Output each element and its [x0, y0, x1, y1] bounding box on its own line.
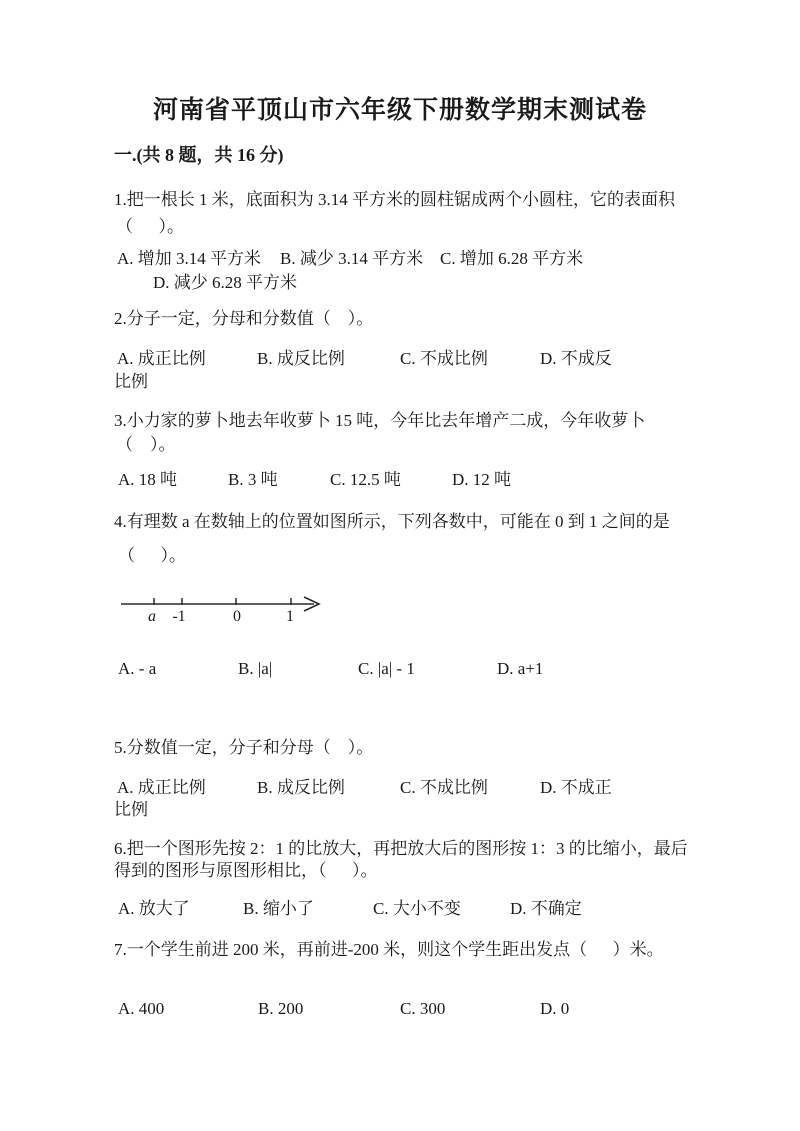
question-3-text-line-1: 3.小力家的萝卜地去年收萝卜 15 吨，今年比去年增产二成，今年收萝卜 — [114, 411, 646, 430]
question-1-text-line-1: 1.把一根长 1 米，底面积为 3.14 平方米的圆柱锯成两个小圆柱，它的表面积 — [114, 190, 675, 209]
question-2-option-c: C. 不成比例 — [400, 349, 488, 368]
question-5-option-d: D. 不成正 — [540, 778, 612, 797]
question-6-text-line-2: 得到的图形与原图形相比，（ ）。 — [114, 861, 378, 880]
question-5-option-c: C. 不成比例 — [400, 778, 488, 797]
page-title: 河南省平顶山市六年级下册数学期末测试卷 — [152, 97, 647, 124]
question-4-option-a: A. - a — [118, 659, 157, 678]
question-4-option-b: B. |a| — [238, 659, 273, 678]
question-3-option-d: D. 12 吨 — [452, 470, 512, 489]
section-heading: 一.(共 8 题，共 16 分) — [114, 145, 284, 165]
question-7-option-c: C. 300 — [400, 999, 446, 1018]
question-3-option-a: A. 18 吨 — [118, 470, 178, 489]
question-6-text-line-1: 6.把一个图形先按 2：1 的比放大，再把放大后的图形按 1：3 的比缩小，最后 — [114, 839, 688, 858]
question-1-option-b: B. 减少 3.14 平方米 — [280, 249, 424, 268]
question-2-option-a: A. 成正比例 — [117, 349, 206, 368]
question-6-option-d: D. 不确定 — [510, 899, 582, 918]
question-6-option-c: C. 大小不变 — [373, 899, 461, 918]
question-7-option-a: A. 400 — [118, 999, 165, 1018]
question-5-text-line-1: 5.分数值一定，分子和分母（ ）。 — [114, 738, 374, 757]
question-7-text-line-1: 7.一个学生前进 200 米，再前进-200 米，则这个学生距出发点（ ）米。 — [114, 940, 664, 959]
number-line-figure — [105, 588, 345, 633]
question-2-option-d: D. 不成反 — [540, 349, 612, 368]
number-line-label-zero: 0 — [233, 608, 241, 625]
number-line-label-neg1: -1 — [172, 608, 186, 625]
question-4-option-d: D. a+1 — [497, 659, 544, 678]
question-5-option-a: A. 成正比例 — [117, 778, 206, 797]
number-line-label-one: 1 — [286, 608, 294, 625]
question-4-option-c: C. |a| - 1 — [358, 659, 415, 678]
question-3-option-b: B. 3 吨 — [228, 470, 278, 489]
number-line-label-a: a — [148, 608, 156, 625]
question-6-option-b: B. 缩小了 — [243, 899, 314, 918]
question-7-option-d: D. 0 — [540, 999, 570, 1018]
question-1-option-d: D. 减少 6.28 平方米 — [153, 273, 298, 292]
question-2-option-b: B. 成反比例 — [257, 349, 345, 368]
question-6-option-a: A. 放大了 — [118, 899, 190, 918]
question-4-blank: （ ）。 — [118, 546, 186, 565]
question-1-option-c: C. 增加 6.28 平方米 — [440, 249, 584, 268]
question-2-option-d-wrap: 比例 — [114, 372, 148, 391]
question-1-option-a: A. 增加 3.14 平方米 — [117, 249, 262, 268]
question-7-option-b: B. 200 — [258, 999, 304, 1018]
question-4-text-line-1: 4.有理数 a 在数轴上的位置如图所示，下列各数中，可能在 0 到 1 之间的是 — [114, 512, 670, 531]
question-3-blank: （ ）。 — [116, 435, 176, 454]
question-2-text-line-1: 2.分子一定，分母和分数值（ ）。 — [114, 309, 374, 328]
question-5-option-b: B. 成反比例 — [257, 778, 345, 797]
question-3-option-c: C. 12.5 吨 — [330, 470, 401, 489]
question-1-blank: （ ）。 — [116, 217, 184, 236]
question-5-option-d-wrap: 比例 — [114, 800, 148, 819]
